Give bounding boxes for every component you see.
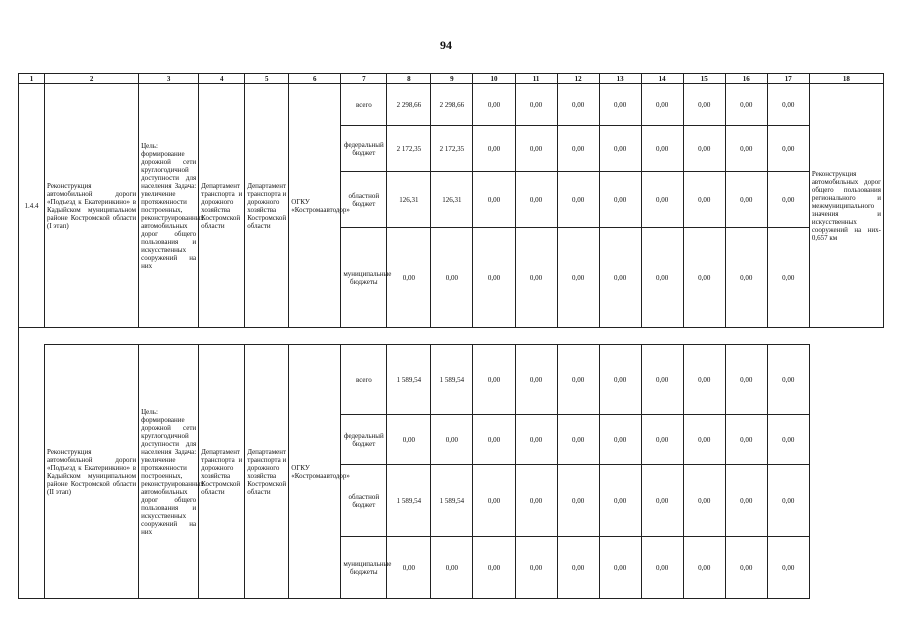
value-cell: 0,00 xyxy=(683,537,725,599)
value-cell: 0,00 xyxy=(557,228,599,328)
value-cell: 1 589,54 xyxy=(387,465,431,537)
funding-source: областной бюджет xyxy=(341,172,387,228)
executor: Департамент транспорта и дорожного хозяйства Костромской области xyxy=(245,345,289,599)
value-cell: 0,00 xyxy=(515,537,557,599)
value-cell: 0,00 xyxy=(557,465,599,537)
value-cell: 0,00 xyxy=(641,228,683,328)
value-cell: 0,00 xyxy=(515,84,557,126)
value-cell: 126,31 xyxy=(431,172,473,228)
expected-result: Реконструкция автомобильных дорог общего пользования регионального и межмуниципального значения и искусственных сооружений на них- 0,657 км xyxy=(809,84,883,328)
value-cell: 0,00 xyxy=(725,84,767,126)
customer: Департамент транспорта и дорожного хозяйства Костромской области xyxy=(199,84,245,328)
value-cell: 0,00 xyxy=(641,84,683,126)
value-cell: 0,00 xyxy=(557,172,599,228)
value-cell: 2 298,66 xyxy=(431,84,473,126)
value-cell: 0,00 xyxy=(767,84,809,126)
value-cell: 0,00 xyxy=(767,465,809,537)
value-cell: 1 589,54 xyxy=(387,345,431,415)
col-header: 13 xyxy=(599,74,641,84)
value-cell: 0,00 xyxy=(725,345,767,415)
col-header: 15 xyxy=(683,74,725,84)
value-cell: 0,00 xyxy=(683,126,725,172)
value-cell: 0,00 xyxy=(431,537,473,599)
expected-result xyxy=(809,345,883,599)
value-cell: 0,00 xyxy=(557,126,599,172)
col-header: 5 xyxy=(245,74,289,84)
value-cell: 0,00 xyxy=(641,345,683,415)
value-cell: 0,00 xyxy=(473,228,515,328)
value-cell: 0,00 xyxy=(473,465,515,537)
value-cell: 0,00 xyxy=(725,172,767,228)
col-header: 2 xyxy=(45,74,139,84)
funding-source: муниципальные бюджеты xyxy=(341,537,387,599)
value-cell: 0,00 xyxy=(725,537,767,599)
value-cell: 0,00 xyxy=(725,228,767,328)
value-cell: 0,00 xyxy=(387,415,431,465)
value-cell: 0,00 xyxy=(515,465,557,537)
value-cell: 0,00 xyxy=(557,537,599,599)
value-cell: 0,00 xyxy=(683,345,725,415)
value-cell: 2 172,35 xyxy=(431,126,473,172)
value-cell: 0,00 xyxy=(599,415,641,465)
page-number: 94 xyxy=(440,38,452,52)
value-cell: 0,00 xyxy=(683,228,725,328)
value-cell: 0,00 xyxy=(767,345,809,415)
value-cell: 0,00 xyxy=(599,537,641,599)
col-header: 10 xyxy=(473,74,515,84)
value-cell: 0,00 xyxy=(767,537,809,599)
contractor: ОГКУ «Костромаавтодор» xyxy=(289,345,341,599)
value-cell: 0,00 xyxy=(473,345,515,415)
value-cell: 0,00 xyxy=(473,537,515,599)
spacer-cell xyxy=(19,328,884,345)
funding-source: муниципальные бюджеты xyxy=(341,228,387,328)
table-row xyxy=(19,345,884,415)
value-cell: 0,00 xyxy=(515,172,557,228)
value-cell: 0,00 xyxy=(557,84,599,126)
value-cell: 0,00 xyxy=(557,415,599,465)
value-cell: 0,00 xyxy=(641,465,683,537)
value-cell: 0,00 xyxy=(515,228,557,328)
funding-source: федеральный бюджет xyxy=(341,126,387,172)
value-cell: 0,00 xyxy=(767,415,809,465)
col-header: 6 xyxy=(289,74,341,84)
value-cell: 0,00 xyxy=(641,415,683,465)
funding-source: всего xyxy=(341,84,387,126)
col-header: 18 xyxy=(809,74,883,84)
section-code xyxy=(19,345,45,599)
value-cell: 0,00 xyxy=(515,345,557,415)
value-cell: 0,00 xyxy=(725,415,767,465)
value-cell: 0,00 xyxy=(641,172,683,228)
contractor: ОГКУ «Костромаавтодор» xyxy=(289,84,341,328)
header-row xyxy=(19,74,884,84)
col-header: 7 xyxy=(341,74,387,84)
value-cell: 0,00 xyxy=(515,126,557,172)
value-cell: 0,00 xyxy=(473,84,515,126)
value-cell: 0,00 xyxy=(431,228,473,328)
funding-source: всего xyxy=(341,345,387,415)
value-cell: 0,00 xyxy=(431,415,473,465)
col-header: 1 xyxy=(19,74,45,84)
value-cell: 0,00 xyxy=(599,172,641,228)
value-cell: 0,00 xyxy=(599,345,641,415)
customer: Департамент транспорта и дорожного хозяйства Костромской области xyxy=(199,345,245,599)
value-cell: 0,00 xyxy=(683,465,725,537)
value-cell: 0,00 xyxy=(767,172,809,228)
value-cell: 1 589,54 xyxy=(431,345,473,415)
value-cell: 0,00 xyxy=(557,345,599,415)
value-cell: 0,00 xyxy=(599,465,641,537)
value-cell: 0,00 xyxy=(725,126,767,172)
goal-task: Цель: формирование дорожной сети круглогодичной доступности для населения Задача: увеличение протяженности построенных, реконструированных автомобильных дорог общего пользования и искусственных сооружений на них xyxy=(139,84,199,328)
table-row xyxy=(19,84,884,126)
value-cell: 0,00 xyxy=(725,465,767,537)
value-cell: 0,00 xyxy=(387,537,431,599)
value-cell: 0,00 xyxy=(641,126,683,172)
funding-source: областной бюджет xyxy=(341,465,387,537)
value-cell: 0,00 xyxy=(473,126,515,172)
value-cell: 0,00 xyxy=(683,84,725,126)
value-cell: 0,00 xyxy=(387,228,431,328)
col-header: 16 xyxy=(725,74,767,84)
value-cell: 0,00 xyxy=(599,84,641,126)
executor: Департамент транспорта и дорожного хозяйства Костромской области xyxy=(245,84,289,328)
value-cell: 1 589,54 xyxy=(431,465,473,537)
value-cell: 0,00 xyxy=(683,172,725,228)
value-cell: 2 298,66 xyxy=(387,84,431,126)
value-cell: 0,00 xyxy=(515,415,557,465)
budget-table xyxy=(18,73,884,599)
value-cell: 0,00 xyxy=(599,228,641,328)
object-name: Реконструкция автомобильной дороги «Подъезд к Екатеринкино» в Кадыйском муниципальном районе Костромской области (I этап) xyxy=(45,84,139,328)
value-cell: 0,00 xyxy=(641,537,683,599)
col-header: 14 xyxy=(641,74,683,84)
goal-task: Цель: формирование дорожной сети круглогодичной доступности для населения Задача: увеличение протяженности построенных, реконструированных автомобильных дорог общего пользования и искусственных сооружений на них xyxy=(139,345,199,599)
value-cell: 0,00 xyxy=(683,415,725,465)
col-header: 12 xyxy=(557,74,599,84)
col-header: 11 xyxy=(515,74,557,84)
spacer-row xyxy=(19,328,884,345)
funding-source: федеральный бюджет xyxy=(341,415,387,465)
value-cell: 2 172,35 xyxy=(387,126,431,172)
value-cell: 0,00 xyxy=(767,228,809,328)
section-code: 1.4.4 xyxy=(19,84,45,328)
col-header: 8 xyxy=(387,74,431,84)
value-cell: 0,00 xyxy=(599,126,641,172)
col-header: 3 xyxy=(139,74,199,84)
col-header: 4 xyxy=(199,74,245,84)
value-cell: 126,31 xyxy=(387,172,431,228)
value-cell: 0,00 xyxy=(473,172,515,228)
col-header: 17 xyxy=(767,74,809,84)
value-cell: 0,00 xyxy=(473,415,515,465)
object-name: Реконструкция автомобильной дороги «Подъезд к Екатеринкино» в Кадыйском муниципальном районе Костромской области (II этап) xyxy=(45,345,139,599)
value-cell: 0,00 xyxy=(767,126,809,172)
col-header: 9 xyxy=(431,74,473,84)
